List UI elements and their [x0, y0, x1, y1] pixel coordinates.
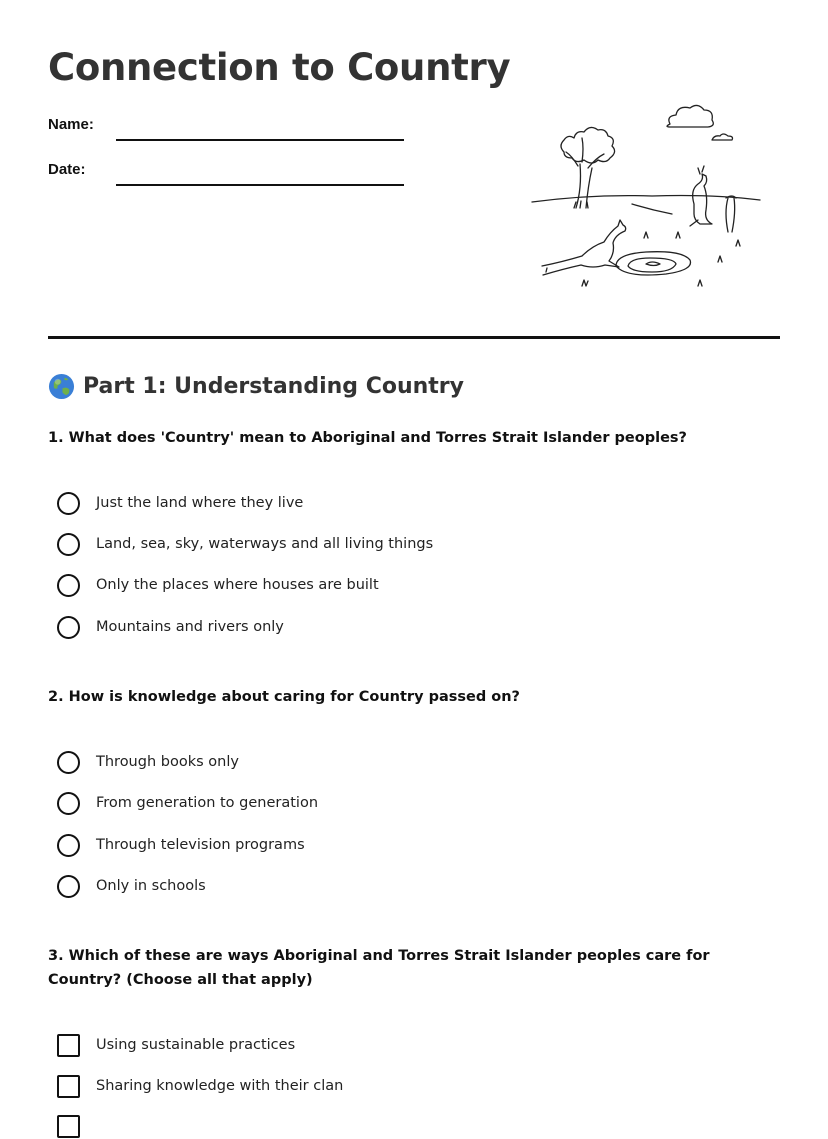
question-2: 2. How is knowledge about caring for Country passed on?: [48, 689, 520, 705]
q3-option-1[interactable]: [57, 1032, 295, 1058]
checkbox[interactable]: [57, 1034, 80, 1057]
question-1: 1. What does 'Country' mean to Aboriginal and Torres Strait Islander peoples?: [48, 430, 687, 446]
radio-button[interactable]: [57, 533, 80, 556]
option-label: Mountains and rivers only: [96, 619, 284, 635]
section-divider: [48, 336, 780, 339]
radio-button[interactable]: [57, 616, 80, 639]
section-title-text: Part 1: Understanding Country: [83, 374, 464, 399]
q1-option-1[interactable]: [57, 490, 303, 516]
q1-option-2[interactable]: [57, 531, 433, 557]
option-label: Land, sea, sky, waterways and all living things: [96, 536, 434, 552]
date-input-line[interactable]: [116, 174, 404, 186]
radio-button[interactable]: [57, 574, 80, 597]
option-label: Just the land where they live: [96, 495, 304, 511]
date-label: Date:: [48, 161, 86, 178]
radio-button[interactable]: [57, 751, 80, 774]
option-label: From generation to generation: [96, 795, 319, 811]
q2-option-4[interactable]: [57, 873, 206, 899]
checkbox[interactable]: [57, 1075, 80, 1098]
radio-button[interactable]: [57, 834, 80, 857]
option-label: Using sustainable practices: [96, 1037, 296, 1053]
question-3: 3. Which of these are ways Aboriginal and Torres Strait Islander peoples care for Country? (Choose all that apply): [48, 948, 710, 988]
option-label: Only in schools: [96, 878, 206, 894]
option-label: Sharing knowledge with their clan: [96, 1078, 344, 1094]
outback-kangaroo-illustration: [528, 100, 764, 296]
q1-option-4[interactable]: [57, 614, 284, 640]
q3-option-2[interactable]: [57, 1073, 343, 1099]
name-input-line[interactable]: [116, 129, 404, 141]
q2-option-1[interactable]: [57, 749, 239, 775]
q2-option-2[interactable]: [57, 790, 318, 816]
radio-button[interactable]: [57, 875, 80, 898]
q2-option-3[interactable]: [57, 832, 305, 858]
option-label: Through television programs: [96, 837, 305, 853]
globe-icon: [48, 373, 75, 400]
q1-option-3[interactable]: [57, 572, 379, 598]
name-field[interactable]: [48, 116, 404, 133]
page-title: Connection to Country: [48, 46, 511, 89]
section-title: [48, 373, 464, 400]
q3-option-3-partial[interactable]: [57, 1113, 96, 1139]
date-field[interactable]: [48, 161, 404, 178]
radio-button[interactable]: [57, 492, 80, 515]
option-label: Through books only: [96, 754, 239, 770]
option-label: Only the places where houses are built: [96, 577, 379, 593]
radio-button[interactable]: [57, 792, 80, 815]
name-label: Name:: [48, 116, 94, 133]
